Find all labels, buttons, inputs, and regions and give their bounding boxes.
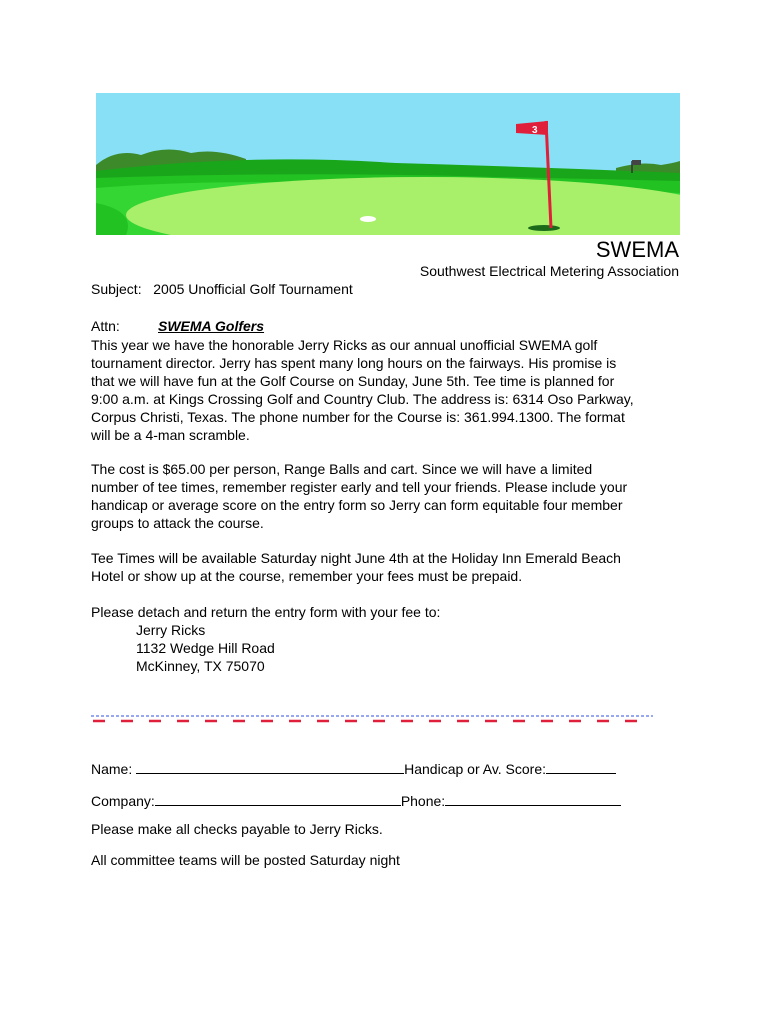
attn-recipient: SWEMA Golfers bbox=[158, 318, 265, 334]
attn-label: Attn: bbox=[91, 318, 120, 334]
text-line: 9:00 a.m. at Kings Crossing Golf and Country Club. The address is: 6314 Oso Parkway, bbox=[91, 391, 634, 407]
address-line: 1132 Wedge Hill Road bbox=[136, 640, 275, 656]
detach-cut-line bbox=[91, 712, 653, 726]
name-label: Name: bbox=[91, 761, 133, 777]
handicap-label: Handicap or Av. Score: bbox=[404, 761, 547, 777]
text-line: The cost is $65.00 per person, Range Balls and cart. Since we will have a limited bbox=[91, 461, 593, 477]
text-line: Tee Times will be available Saturday night June 4th at the Holiday Inn Emerald Beach bbox=[91, 550, 621, 566]
form-row-name bbox=[91, 759, 616, 777]
text-line: Corpus Christi, Texas. The phone number for the Course is: 361.994.1300. The format bbox=[91, 409, 625, 425]
flag-number: 3 bbox=[532, 125, 538, 136]
paragraph-return-instructions bbox=[91, 603, 691, 621]
golf-course-banner bbox=[96, 93, 680, 235]
committee-note: All committee teams will be posted Saturday night bbox=[91, 852, 400, 868]
text-line: that we will have fun at the Golf Course on Sunday, June 5th. Tee time is planned for bbox=[91, 373, 615, 389]
org-abbrev: SWEMA bbox=[595, 237, 679, 262]
handicap-field[interactable] bbox=[546, 759, 616, 774]
form-row-company bbox=[91, 791, 621, 809]
text-line: Please detach and return the entry form with your fee to: bbox=[91, 604, 441, 620]
mailing-address bbox=[136, 621, 275, 675]
text-line: groups to attack the course. bbox=[91, 515, 264, 531]
subject-label: Subject: bbox=[91, 281, 142, 297]
checks-note: Please make all checks payable to Jerry Ricks. bbox=[91, 821, 383, 837]
subject-line bbox=[91, 281, 353, 297]
paragraph-cost bbox=[91, 460, 691, 532]
text-line: will be a 4-man scramble. bbox=[91, 427, 250, 443]
paragraph-intro bbox=[91, 336, 691, 444]
phone-label: Phone: bbox=[400, 793, 446, 809]
text-line: number of tee times, remember register early and tell your friends. Please include your bbox=[91, 479, 628, 495]
org-name: Southwest Electrical Metering Association bbox=[419, 263, 679, 279]
text-line: Hotel or show up at the course, remember your fees must be prepaid. bbox=[91, 568, 523, 584]
address-line: McKinney, TX 75070 bbox=[136, 658, 265, 674]
subject-text: 2005 Unofficial Golf Tournament bbox=[153, 281, 353, 297]
text-line: tournament director. Jerry has spent many long hours on the fairways. His promise is bbox=[91, 355, 617, 371]
company-label: Company: bbox=[91, 793, 155, 809]
name-field[interactable] bbox=[136, 759, 404, 774]
text-line: This year we have the honorable Jerry Ricks as our annual unofficial SWEMA golf bbox=[91, 337, 598, 353]
text-line: handicap or average score on the entry form so Jerry can form equitable four member bbox=[91, 497, 623, 513]
address-line: Jerry Ricks bbox=[136, 622, 206, 638]
phone-field[interactable] bbox=[445, 791, 621, 806]
attn-line bbox=[91, 318, 264, 334]
paragraph-tee-times bbox=[91, 549, 691, 585]
company-field[interactable] bbox=[155, 791, 401, 806]
